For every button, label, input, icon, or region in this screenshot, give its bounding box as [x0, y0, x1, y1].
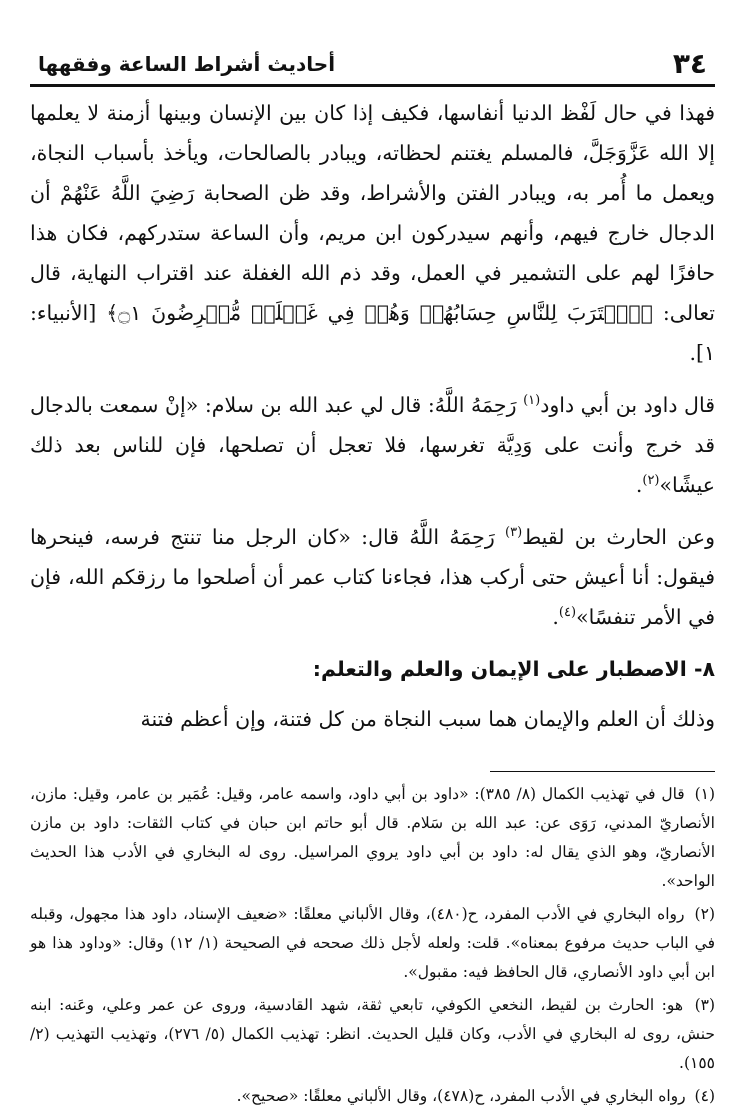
paragraph-3-end: . [552, 605, 559, 629]
paragraph-3-text-a: وعن الحارث بن لقيط [522, 525, 715, 549]
footnote-divider [490, 771, 715, 772]
paragraph-2-text-a: قال داود بن أبي داود [540, 393, 715, 417]
paragraph-3 [30, 517, 715, 637]
paragraph-4: وذلك أن العلم والإيمان هما سبب النجاة من كل فتنة، وإن أعظم فتنة [140, 707, 715, 731]
footnote-number: (٢) [694, 905, 715, 923]
paragraph-2-text-b: رَحِمَهُ اللَّهُ: قال لي عبد الله بن سلام: «إنْ سمعت بالدجال قد خرج وأنت على وَدِيَّة تغرسها، فلا تعجل أن تصلحها، فإن للناس بعد ذلك عيشًا» [30, 393, 715, 497]
footnote-text: رواه البخاري في الأدب المفرد، ح(٤٧٨)، وقال الألباني معلقًا: «صحيح». [236, 1087, 686, 1105]
footnote-4 [30, 1082, 715, 1111]
footnote-number: (٣) [694, 996, 716, 1014]
footnotes [30, 780, 715, 1111]
footnote-ref-4[interactable]: (٤) [558, 605, 577, 621]
footnote-text: هو: الحارث بن لقيط، النخعي الكوفي، تابعي ثقة، شهد القادسية، وروى عن عمر وعلي، وعَنه: ابنه حنش، روى له البخاري في الأدب، وكان قليل الحديث. انظر: تهذيب الكمال (٥/ ٢٧٦)، وتهذيب التهذيب (٢/ ١٥٥). [30, 996, 715, 1072]
footnote-ref-2[interactable]: (٢) [642, 473, 660, 489]
footnote-3 [30, 991, 715, 1078]
running-title: أحاديث أشراط الساعة وفقهها [38, 52, 336, 76]
footnote-text: رواه البخاري في الأدب المفرد، ح(٤٨٠)، وقال الألباني معلقًا: «ضعيف الإسناد، داود هذا مجهول، وقبله في الباب حديث مرفوع بمعناه». قلت: ولعله لأجل ذلك صححه في الصحيحة (١/ ١٢) وقال: «وداود هذا هو ابن أبي داود الأنصاري، قال الحافظ فيه: مقبول». [30, 905, 716, 981]
footnote-1 [30, 780, 715, 896]
page-number: ٣٤ [672, 47, 707, 80]
paragraph-2-end: . [635, 473, 643, 497]
paragraph-3-text-b: رَحِمَهُ اللَّهُ قال: «كان الرجل منا تنتج فرسه، فينحرها فيقول: أنا أعيش حتى أركب هذا، فجاءنا كتاب عمر أن أصلحوا ما رزقكم الله، فإن في الأمر تنفسًا» [30, 525, 715, 629]
book-page [30, 40, 715, 1115]
section-heading: ٨- الاصطبار على الإيمان والعلم والتعلم: [312, 657, 715, 681]
quran-verse: ﴿ٱقۡتَرَبَ لِلنَّاسِ حِسَابُهُمۡ وَهُمۡ فِي غَفۡلَةٖ مُّعۡرِضُونَ ۝١﴾ [106, 301, 653, 325]
paragraph-2 [30, 385, 715, 505]
footnote-number: (٤) [694, 1087, 715, 1105]
paragraph-1-text: فهذا في حال لَفْظ الدنيا أنفاسها، فكيف إذا كان بين الإنسان وبينها أزمنة لا يعلمها إلا الله عَزَّوَجَلَّ، فالمسلم يغتنم لحظاته، ويبادر بالصالحات، ويأخذ بأسباب النجاة، ويعمل ما أُمر به، ويبادر الفتن والأشراط، وقد ظن الصحابة رَضِيَ اللَّهُ عَنْهُمْ أن الدجال خارج فيهم، وأنهم سيدركون ابن مريم، وأن الساعة ستدركهم، فكان هذا حافزًا لهم على التشمير في العمل، وقد ذم الله الغفلة عند اقتراب النهاية، قال تعالى: [30, 101, 715, 325]
footnote-number: (١) [694, 785, 716, 803]
paragraph-1 [30, 93, 715, 373]
quran-reference: [الأنبياء: ١]. [30, 301, 715, 365]
footnote-2 [30, 900, 715, 987]
footnote-ref-1[interactable]: (١) [523, 393, 541, 409]
page-header [30, 40, 715, 87]
footnote-ref-3[interactable]: (٣) [505, 525, 523, 541]
footnote-text: قال في تهذيب الكمال (٨/ ٣٨٥): «داود بن أبي داود، واسمه عامر، وقيل: عُمَير بن عامر، وقيل: مازن، الأنصاريّ المدني، رَوَى عن: عبد الله بن سَلام. قال أبو حاتم ابن حبان في كتاب الثقات: داود بن مازن الأنصاريّ، وهو الذي يقال له: داود بن أبي داود يروي المراسيل. روى له البخاري في الأدب هذا الحديث الواحد». [30, 785, 715, 890]
main-text [30, 93, 715, 739]
